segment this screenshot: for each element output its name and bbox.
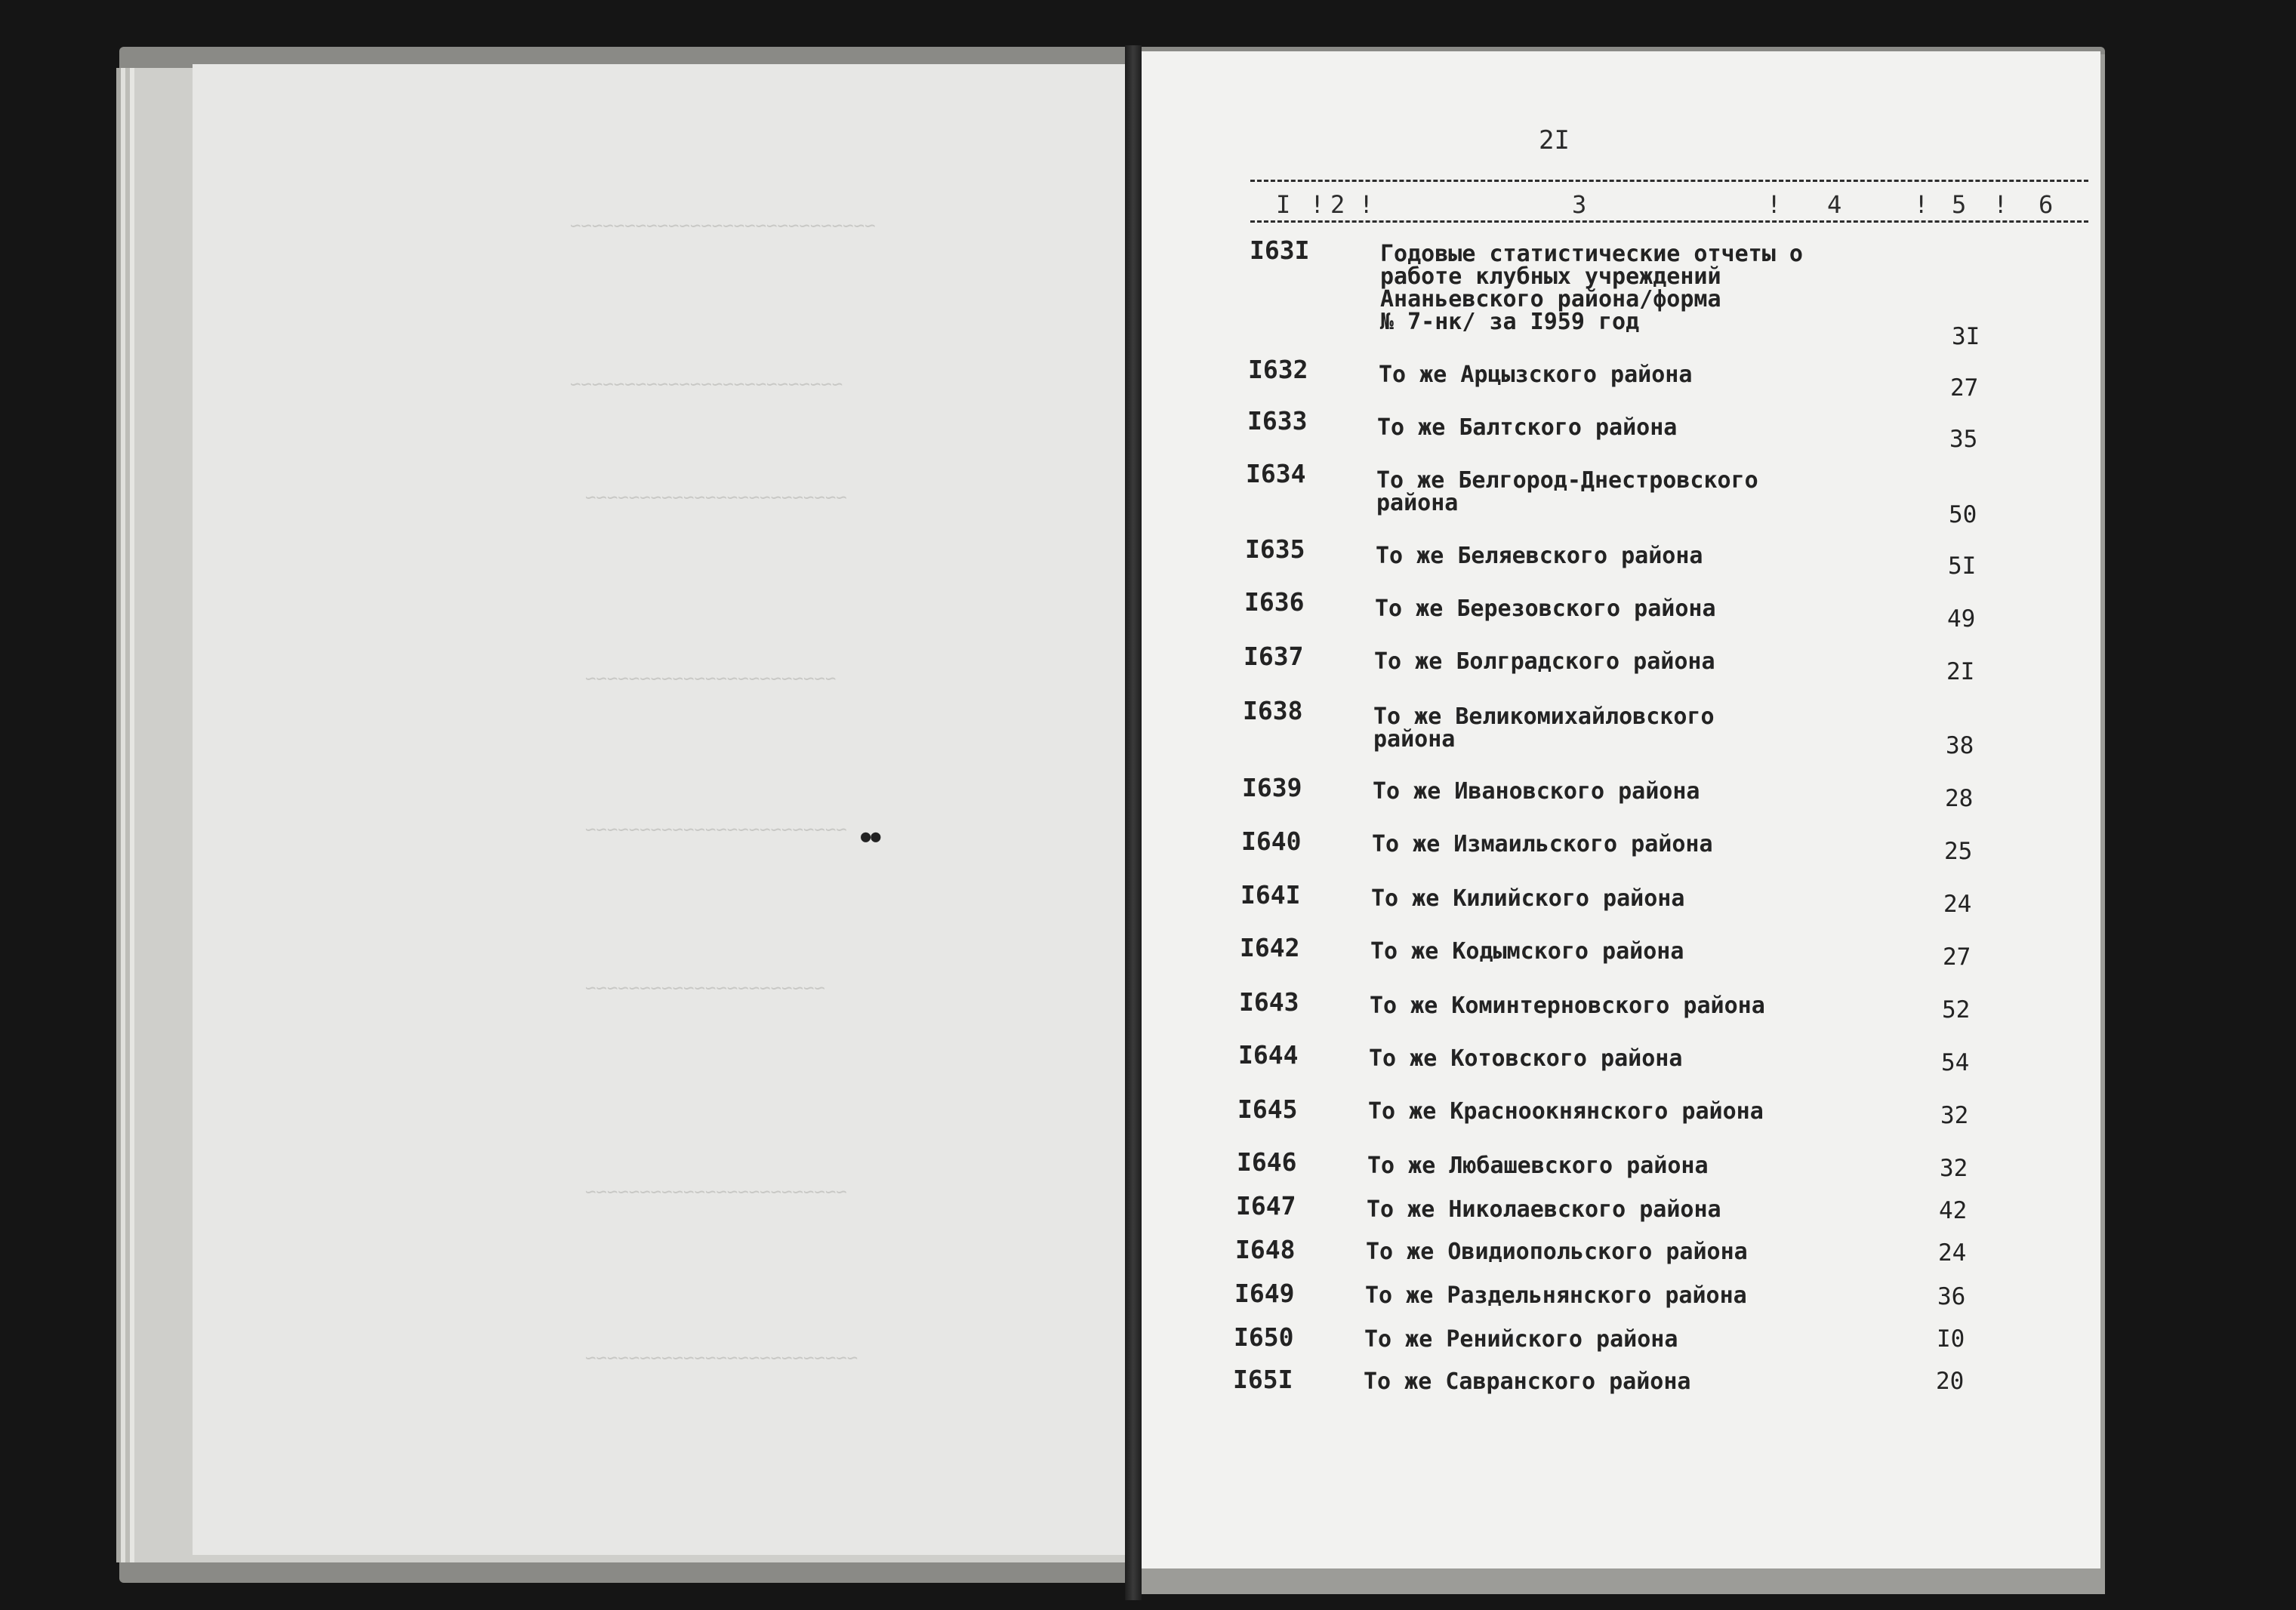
item-number: I636 xyxy=(1244,587,1305,617)
item-number: I65I xyxy=(1233,1365,1293,1394)
sheet-count: 25 xyxy=(1944,838,1973,865)
item-title: То же Белгород-Днестровского района xyxy=(1376,467,1758,516)
sheet-count: 49 xyxy=(1947,605,1976,633)
item-title: То же Великомихайловского района xyxy=(1373,703,1715,753)
sheet-count: 27 xyxy=(1950,374,1979,402)
page-number: 2I xyxy=(1539,125,1570,155)
column-header-4: 4 xyxy=(1827,190,1842,219)
sheet-count: 38 xyxy=(1946,732,1974,759)
sheet-count: I0 xyxy=(1937,1325,1965,1353)
item-title: То же Котовского района xyxy=(1369,1045,1683,1072)
item-title: То же Балтского района xyxy=(1377,414,1678,441)
item-number: I643 xyxy=(1239,987,1299,1017)
item-title: Годовые статистические отчеты о работе клубных учреждений Ананьевского района/форма № 7-нк/ за I959 год xyxy=(1380,241,1803,335)
item-number: I640 xyxy=(1241,827,1302,856)
item-number: I633 xyxy=(1247,406,1308,436)
item-title: То же Красноокнянского района xyxy=(1368,1098,1764,1125)
sheet-count: 2I xyxy=(1946,658,1975,685)
column-separator: ! xyxy=(1359,190,1374,219)
item-number: I632 xyxy=(1248,355,1308,384)
ink-smudge: ●● xyxy=(861,827,881,846)
item-number: I644 xyxy=(1238,1040,1299,1070)
sheet-count: 5I xyxy=(1948,553,1977,580)
item-number: I649 xyxy=(1234,1279,1295,1308)
item-title: То же Килийского района xyxy=(1371,885,1685,912)
sheet-count: 52 xyxy=(1942,996,1971,1024)
sheet-count: 3I xyxy=(1952,323,1980,350)
column-separator: ! xyxy=(1767,190,1782,219)
item-number: I647 xyxy=(1236,1191,1296,1221)
sheet-count: 35 xyxy=(1949,426,1978,453)
column-header-1: I xyxy=(1276,190,1291,219)
column-separator: ! xyxy=(1993,190,2008,219)
column-header-2: 2 xyxy=(1330,190,1345,219)
sheet-count: 54 xyxy=(1941,1049,1970,1076)
item-title: То же Савранского района xyxy=(1364,1368,1691,1395)
sheet-count: 24 xyxy=(1943,891,1972,918)
sheet-count: 50 xyxy=(1949,501,1977,528)
column-header-3: 3 xyxy=(1572,190,1587,219)
header-top-rule xyxy=(1250,180,2088,182)
column-header-5: 5 xyxy=(1952,190,1967,219)
item-title: То же Николаевского района xyxy=(1367,1196,1721,1223)
item-title: То же Ивановского района xyxy=(1373,778,1700,805)
left-page: ~~~~~~~~~~~~~~~~~~~~~~~~~~~~ ~~~~~~~~~~~~~~~~~~~~~~~~~ ~~~~~~~~~~~~~~~~~~~~~~~~ ~~~~~~~~~~~~~~~~~~~~~~~ ~~~~~~~~~~~~~~~~~~~~~~~~ ~~~~~~~~~~~~~~~~~~~~~~ ~~~~~~~~~~~~~~~~~~~~~~~~ ~~~~~~~~~~~~~~~~~~~~~~~~~ xyxy=(193,64,1129,1555)
item-number: I63I xyxy=(1250,235,1310,265)
sheet-count: 28 xyxy=(1945,785,1974,812)
item-number: I648 xyxy=(1235,1235,1296,1264)
item-number: I64I xyxy=(1240,880,1301,910)
item-title: То же Коминтерновского района xyxy=(1370,993,1765,1019)
sheet-count: 36 xyxy=(1937,1283,1966,1310)
item-number: I646 xyxy=(1237,1147,1297,1177)
header-bottom-rule xyxy=(1250,220,2088,223)
item-number: I634 xyxy=(1246,459,1306,488)
item-title: То же Измаильского района xyxy=(1372,831,1713,857)
sheet-count: 24 xyxy=(1938,1239,1967,1267)
column-header-6: 6 xyxy=(2039,190,2054,219)
sheet-count: 20 xyxy=(1936,1368,1965,1395)
item-title: То же Болградского района xyxy=(1374,648,1715,675)
item-title: То же Березовского района xyxy=(1375,596,1716,622)
book-gutter xyxy=(1125,45,1142,1600)
item-title: То же Ренийского района xyxy=(1364,1326,1678,1353)
item-number: I638 xyxy=(1243,696,1303,725)
item-number: I650 xyxy=(1234,1322,1294,1352)
column-separator: ! xyxy=(1914,190,1929,219)
sheet-count: 32 xyxy=(1940,1102,1969,1129)
sheet-count: 27 xyxy=(1943,944,1971,971)
item-number: I639 xyxy=(1242,773,1302,802)
item-title: То же Кодымского района xyxy=(1370,938,1684,965)
item-title: То же Беляевского района xyxy=(1376,543,1703,569)
item-title: То же Любашевского района xyxy=(1367,1153,1709,1179)
item-number: I642 xyxy=(1240,933,1300,962)
item-number: I645 xyxy=(1237,1094,1298,1124)
item-title: То же Овидиопольского района xyxy=(1366,1239,1748,1265)
item-title: То же Арцызского района xyxy=(1379,362,1693,388)
item-number: I635 xyxy=(1245,534,1305,564)
item-title: То же Раздельнянского района xyxy=(1365,1282,1747,1309)
item-number: I637 xyxy=(1244,642,1304,671)
sheet-count: 32 xyxy=(1940,1155,1968,1182)
column-separator: ! xyxy=(1310,190,1325,219)
sheet-count: 42 xyxy=(1939,1197,1968,1224)
